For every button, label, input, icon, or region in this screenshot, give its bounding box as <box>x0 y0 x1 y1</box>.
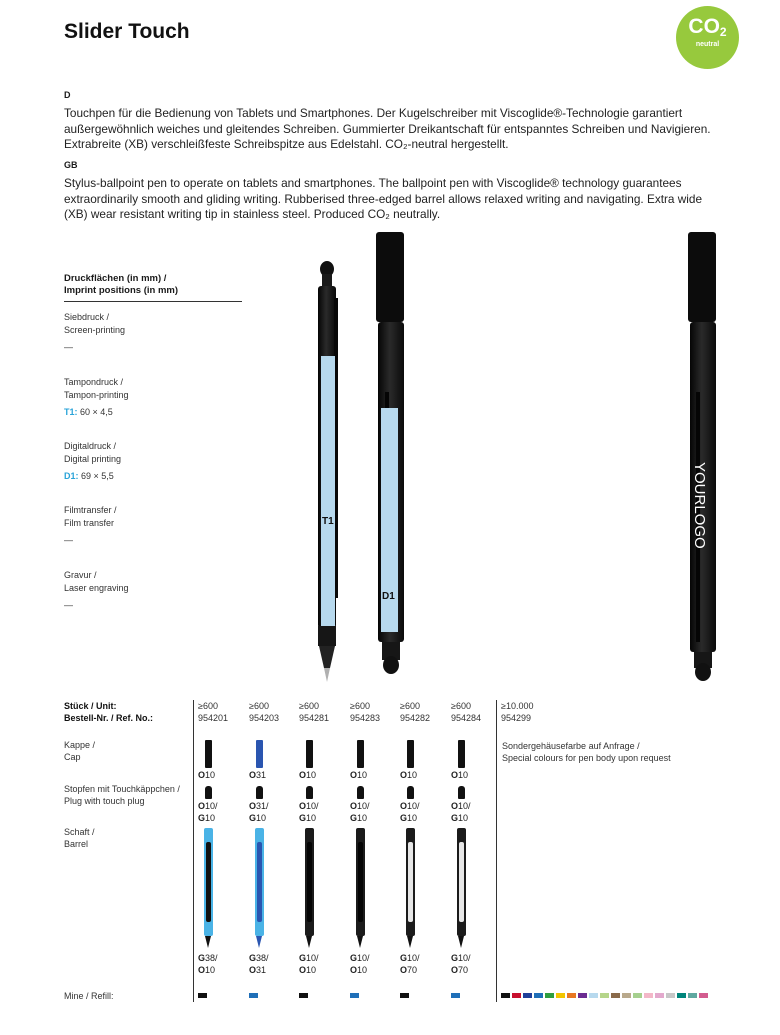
plug-swatch <box>306 786 313 799</box>
cap-code: O10 <box>400 770 418 780</box>
imprint-method-tampon <box>64 376 129 419</box>
cap-code: O10 <box>198 770 216 780</box>
refill-swatch <box>350 993 359 998</box>
colour-swatch <box>534 993 543 998</box>
barrel-code: G10/ <box>400 953 420 963</box>
refill-swatch <box>249 993 258 998</box>
refill-swatch <box>299 993 308 998</box>
colour-swatch <box>622 993 631 998</box>
badge-co: CO <box>688 15 720 38</box>
imprint-method-laser <box>64 569 129 612</box>
plug-swatch <box>357 786 364 799</box>
variant-qty: ≥600 <box>198 701 218 711</box>
variant-ref: 954282 <box>400 713 431 723</box>
plug-code: G10 <box>350 813 368 823</box>
imprint-method-de: Filmtransfer / <box>64 505 117 515</box>
plug-label: Stopfen mit Touchkäppchen / Plug with touch plug <box>64 784 180 806</box>
plug-code: O10/ <box>299 801 319 811</box>
variant-qty: ≥600 <box>249 701 269 711</box>
cap-swatch <box>256 740 263 768</box>
imprint-code-d1: D1: <box>64 471 79 481</box>
barrel-code: O10 <box>299 965 317 975</box>
plug-code: O10/ <box>198 801 218 811</box>
colour-swatch <box>611 993 620 998</box>
barrel-code: G10/ <box>451 953 471 963</box>
description-gb: Stylus-ballpoint pen to operate on tablets and smartphones. The ballpoint pen with Viscoglide® technology guarantees extraordinarily smooth and gliding writing. Rubberised three-edged barrel allows relaxed writing and navigating. Extra wide (XB) wear resistant writing tip in stainless steel. Produced CO₂ neutrally. <box>64 176 703 221</box>
special-ref: 954299 <box>501 713 532 723</box>
special-qty: ≥10.000 <box>501 701 534 711</box>
colour-swatch <box>633 993 642 998</box>
barrel-label: Schaft / Barrel <box>64 827 95 849</box>
plug-code: O31/ <box>249 801 269 811</box>
co2-neutral-badge <box>676 6 739 69</box>
barrel-tip <box>458 936 464 948</box>
pen-image-t1 <box>300 258 360 688</box>
cap-swatch <box>306 740 313 768</box>
cap-code: O10 <box>451 770 469 780</box>
barrel-window <box>408 842 413 922</box>
barrel-code: O70 <box>400 965 418 975</box>
barrel-window <box>307 842 312 922</box>
imprint-method-en: Digital printing <box>64 453 122 464</box>
ref-label: Bestell-Nr. / Ref. No.: <box>64 713 154 723</box>
imprint-method-screen <box>64 311 125 354</box>
variant-ref: 954281 <box>299 713 330 723</box>
cap-code: O10 <box>350 770 368 780</box>
refill-swatch <box>400 993 409 998</box>
imprint-heading <box>64 273 242 302</box>
pen-image-d1 <box>368 232 418 682</box>
logo-text: YOURLOGO <box>691 462 708 549</box>
lang-tag-gb: GB <box>64 160 78 170</box>
variant-ref: 954283 <box>350 713 381 723</box>
colour-swatch <box>578 993 587 998</box>
cap-swatch <box>205 740 212 768</box>
page-title: Slider Touch <box>64 20 190 43</box>
variant-ref: 954203 <box>249 713 280 723</box>
imprint-method-film <box>64 504 117 547</box>
plug-code: O10/ <box>350 801 370 811</box>
barrel-code: G10/ <box>350 953 370 963</box>
colour-swatch <box>501 993 510 998</box>
barrel-tip <box>407 936 413 948</box>
variant-qty: ≥600 <box>451 701 471 711</box>
barrel-window <box>459 842 464 922</box>
imprint-method-value: — <box>64 600 73 610</box>
barrel-code: O70 <box>451 965 469 975</box>
table-divider-left <box>193 700 194 1002</box>
barrel-tip <box>256 936 262 948</box>
barrel-tip <box>205 936 211 948</box>
imprint-method-value: — <box>64 535 73 545</box>
colour-swatch <box>666 993 675 998</box>
colour-swatch <box>556 993 565 998</box>
barrel-window <box>257 842 262 922</box>
barrel-window <box>358 842 363 922</box>
plug-code: O10/ <box>400 801 420 811</box>
variant-qty: ≥600 <box>299 701 319 711</box>
imprint-method-value: 60 × 4,5 <box>80 407 113 417</box>
label-t1: T1 <box>322 516 334 527</box>
colour-swatch <box>644 993 653 998</box>
variant-ref: 954201 <box>198 713 229 723</box>
plug-swatch <box>256 786 263 799</box>
badge-sub: 2 <box>719 25 727 39</box>
special-colour-note: Sondergehäusefarbe auf Anfrage / Special colours for pen body upon request <box>502 741 671 763</box>
table-divider-right <box>496 700 497 1002</box>
colour-swatch <box>523 993 532 998</box>
lang-tag-de: D <box>64 90 71 100</box>
barrel-code: O10 <box>350 965 368 975</box>
imprint-method-en: Tampon-printing <box>64 389 129 400</box>
colour-swatch <box>589 993 598 998</box>
imprint-heading-en: Imprint positions (in mm) <box>64 285 178 296</box>
barrel-code: G38/ <box>249 953 269 963</box>
barrel-tip <box>306 936 312 948</box>
variant-qty: ≥600 <box>350 701 370 711</box>
plug-code: G10 <box>249 813 267 823</box>
description-de: Touchpen für die Bedienung von Tablets und Smartphones. Der Kugelschreiber mit Viscoglide®-Technologie garantiert außergewöhnlich weiches und gleitendes Schreiben. Gummierter Dreikantschaft für entspanntes Schreiben und Navigieren. Extrabreite (XB) verschleißfeste Schreibspitze aus Edelstahl. CO₂-neutral hergestellt. <box>64 106 711 151</box>
barrel-tip <box>357 936 363 948</box>
imprint-method-en: Laser engraving <box>64 582 129 593</box>
cap-swatch <box>407 740 414 768</box>
label-d1: D1 <box>382 591 395 602</box>
cap-code: O31 <box>249 770 267 780</box>
colour-swatch <box>688 993 697 998</box>
imprint-area-t1 <box>321 356 335 628</box>
barrel-code: O31 <box>249 965 267 975</box>
cap-label: Kappe / Cap <box>64 740 96 762</box>
colour-swatch <box>699 993 708 998</box>
imprint-code-t1: T1: <box>64 407 78 417</box>
plug-code: G10 <box>198 813 216 823</box>
plug-code: G10 <box>400 813 418 823</box>
plug-code: G10 <box>451 813 469 823</box>
colour-swatch <box>600 993 609 998</box>
barrel-code: O10 <box>198 965 216 975</box>
imprint-method-de: Digitaldruck / <box>64 441 117 451</box>
plug-swatch <box>407 786 414 799</box>
colour-swatch <box>512 993 521 998</box>
plug-code: O10/ <box>451 801 471 811</box>
colour-swatch <box>677 993 686 998</box>
imprint-method-de: Siebdruck / <box>64 312 110 322</box>
refill-swatch <box>451 993 460 998</box>
cap-swatch <box>458 740 465 768</box>
variant-ref: 954284 <box>451 713 482 723</box>
imprint-method-value: 69 × 5,5 <box>81 471 114 481</box>
imprint-method-en: Film transfer <box>64 517 115 528</box>
refill-label: Mine / Refill: <box>64 991 114 1001</box>
colour-swatch <box>545 993 554 998</box>
barrel-window <box>206 842 211 922</box>
barrel-code: G38/ <box>198 953 218 963</box>
unit-label: Stück / Unit: <box>64 701 117 711</box>
plug-code: G10 <box>299 813 317 823</box>
imprint-method-en: Screen-printing <box>64 324 126 335</box>
colour-swatch <box>567 993 576 998</box>
refill-swatch <box>198 993 207 998</box>
cap-code: O10 <box>299 770 317 780</box>
imprint-heading-de: Druckflächen (in mm) / <box>64 273 167 284</box>
imprint-method-de: Tampondruck / <box>64 377 124 387</box>
plug-swatch <box>458 786 465 799</box>
colour-swatch <box>655 993 664 998</box>
imprint-method-value: — <box>64 342 73 352</box>
barrel-code: G10/ <box>299 953 319 963</box>
plug-swatch <box>205 786 212 799</box>
variant-qty: ≥600 <box>400 701 420 711</box>
cap-swatch <box>357 740 364 768</box>
pen-image-logo <box>680 232 728 687</box>
imprint-method-de: Gravur / <box>64 570 97 580</box>
badge-neutral: neutral <box>695 41 720 48</box>
imprint-method-digital <box>64 440 121 483</box>
